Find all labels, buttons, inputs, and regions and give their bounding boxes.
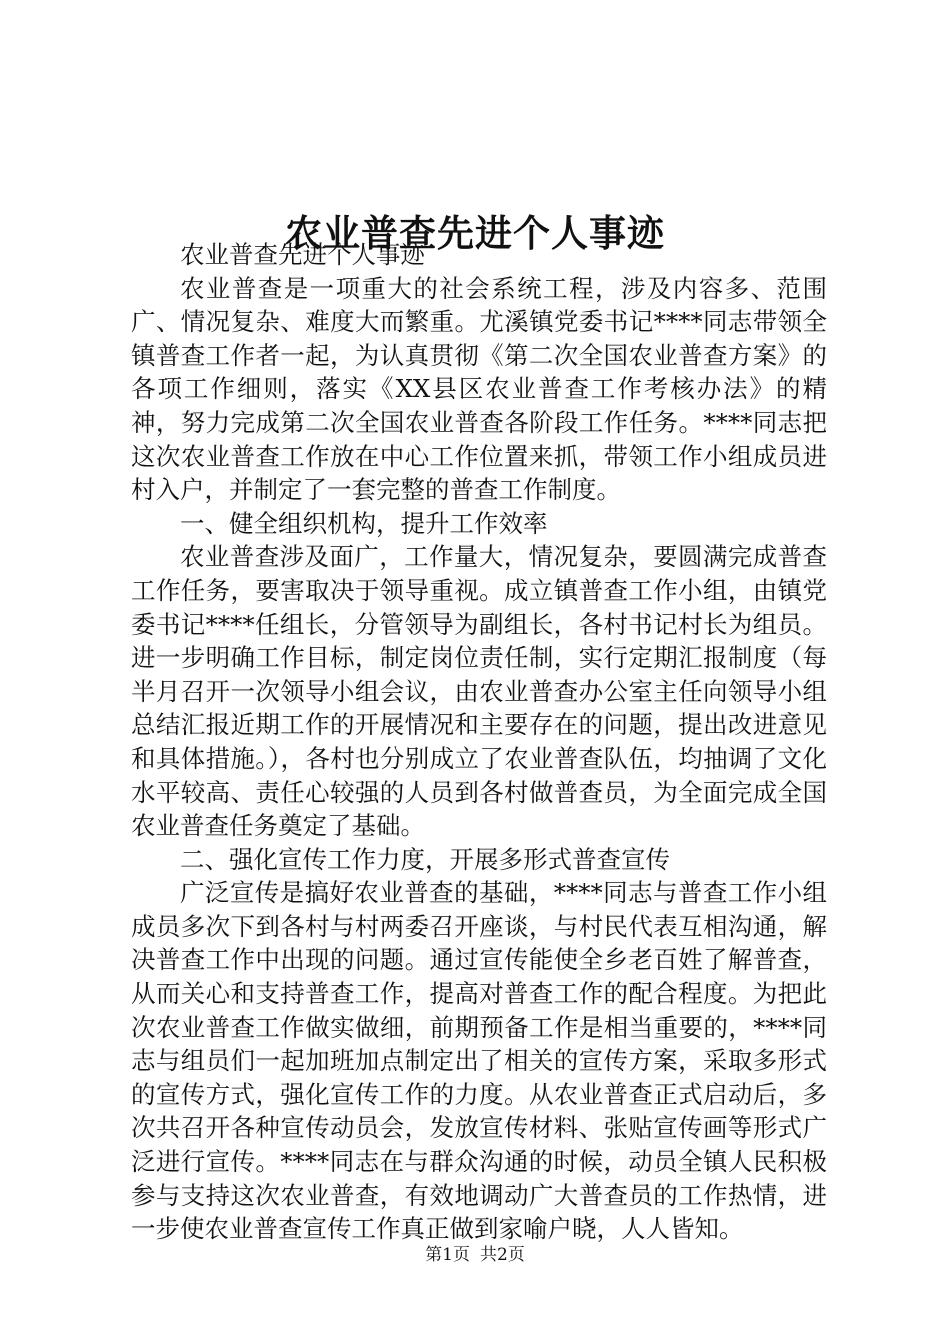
- document-body: [131, 238, 827, 1246]
- section-heading-2: 二、强化宣传工作力度，开展多形式普查宣传: [180, 844, 670, 874]
- paragraph-section-2: 广泛宣传是搞好农业普查的基础，****同志与普查工作小组成员多次下到各村与村两委召开座谈，与村民代表互相沟通，解决普查工作中出现的问题。通过宣传能使全乡老百姓了解普查，从而关心和支持普查工作，提高对普查工作的配合程度。为把此次农业普查工作做实做细，前期预备工作是相当重要的，****同志与组员们一起加班加点制定出了相关的宣传方案，采取多形式的宣传方式，强化宣传工作的力度。从农业普查正式启动后，多次共召开各种宣传动员会，发放宣传材料、张贴宣传画等形式广泛进行宣传。****同志在与群众沟通的时候，动员全镇人民积极参与支持这次农业普查，有效地调动广大普查员的工作热情，进一步使农业普查宣传工作真正做到家喻户晓，人人皆知。: [131, 878, 827, 1244]
- paragraph-subtitle: 农业普查先进个人事迹: [180, 240, 425, 269]
- page-footer: [0, 1244, 950, 1266]
- section-heading-1: 一、健全组织机构，提升工作效率: [180, 508, 548, 538]
- page-title: 农业普查先进个人事迹: [285, 210, 665, 255]
- page-number-total: 共2页: [480, 1245, 525, 1265]
- page-number-current: 第1页: [425, 1245, 470, 1265]
- paragraph-intro: 农业普查是一项重大的社会系统工程，涉及内容多、范围广、情况复杂、难度大而繁重。尤溪镇党委书记****同志带领全镇普查工作者一起，为认真贯彻《第二次全国农业普查方案》的各项工作细则，落实《XX县区农业普查工作考核办法》的精神，努力完成第二次全国农业普查各阶段工作任务。****同志把这次农业普查工作放在中心工作位置来抓，带领工作小组成员进村入户，并制定了一套完整的普查工作制度。: [131, 273, 827, 505]
- paragraph-section-1: 农业普查涉及面广，工作量大，情况复杂，要圆满完成普查工作任务，要害取决于领导重视。成立镇普查工作小组，由镇党委书记****任组长，分管领导为副组长，各村书记村长为组员。进一步明确工作目标，制定岗位责任制，实行定期汇报制度（每半月召开一次领导小组会议，由农业普查办公室主任向领导小组总结汇报近期工作的开展情况和主要存在的问题，提出改进意见和具体措施。），各村也分别成立了农业普查队伍，均抽调了文化水平较高、责任心较强的人员到各村做普查员，为全面完成全国农业普查任务奠定了基础。: [131, 542, 827, 841]
